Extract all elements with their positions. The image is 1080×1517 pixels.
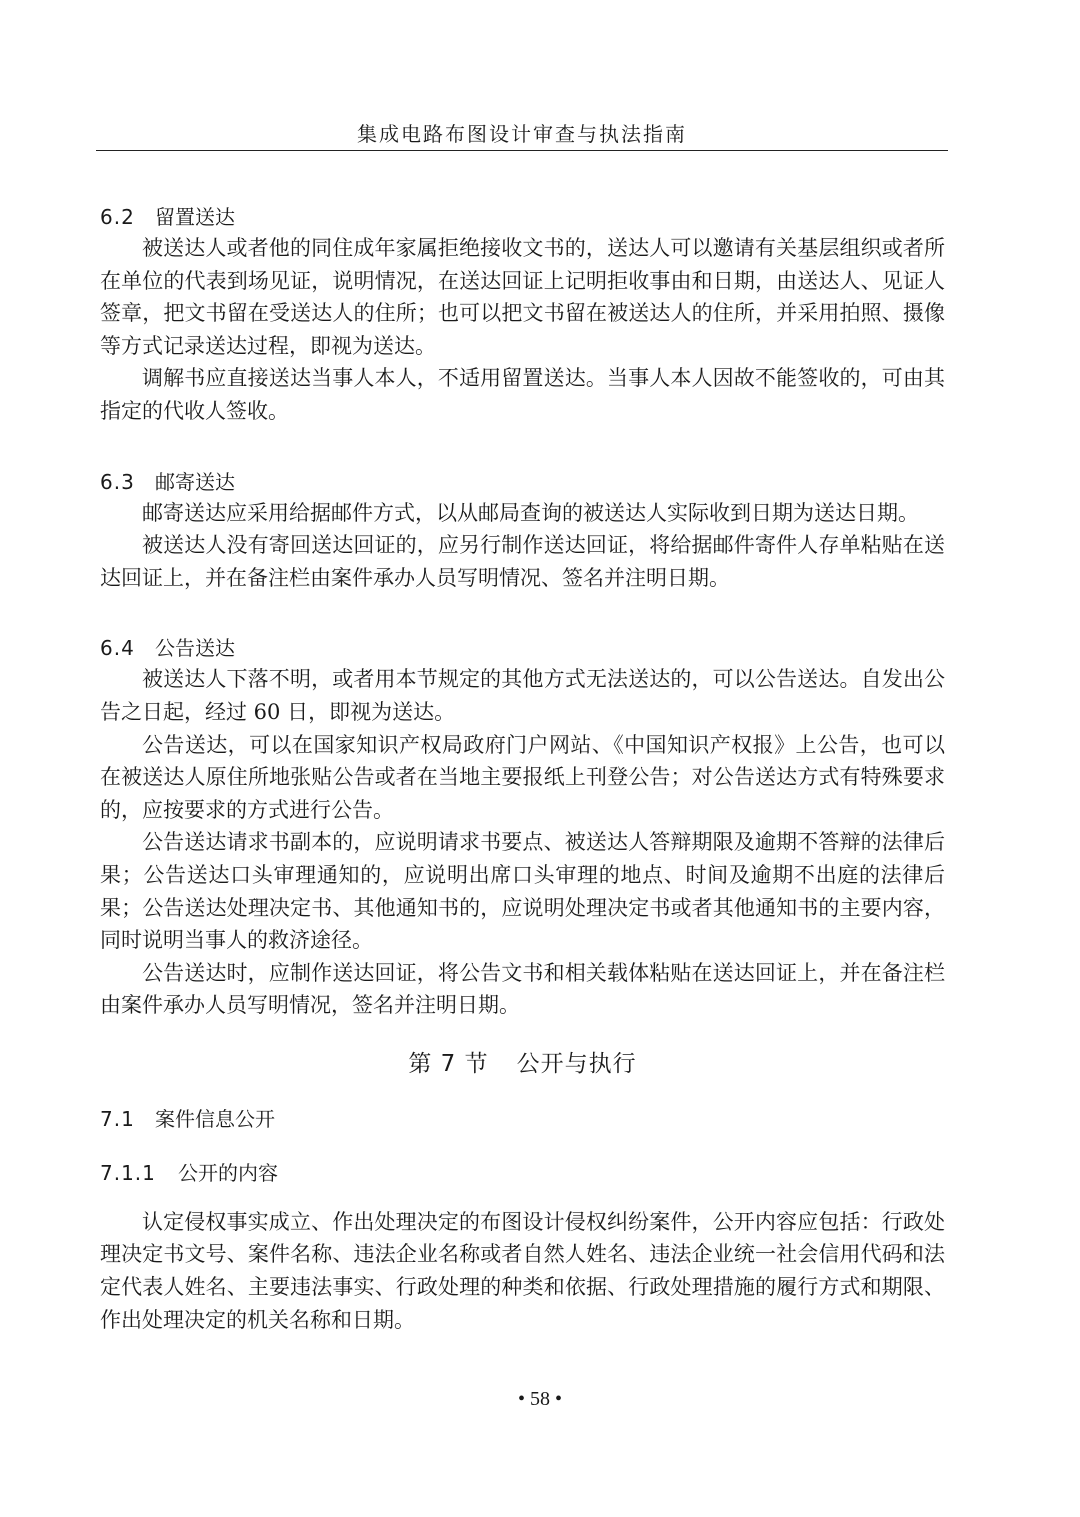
heading-number: 6.2: [100, 205, 135, 229]
heading-6-3: [100, 467, 945, 497]
paragraph: 认定侵权事实成立、作出处理决定的布图设计侵权纠纷案件，公开内容应包括：行政处理决定书文号、案件名称、违法企业名称或者自然人姓名、违法企业统一社会信用代码和法定代表人姓名、主要违法事实、行政处理的种类和依据、行政处理措施的履行方式和期限、作出处理决定的机关名称和日期。: [100, 1209, 945, 1332]
heading-7-1: [100, 1104, 945, 1134]
header-rule: [96, 150, 948, 151]
paragraph: 被送达人下落不明，或者用本节规定的其他方式无法送达的，可以公告送达。自发出公告之日起，经过 60 日，即视为送达。: [100, 667, 945, 724]
heading-text: 案件信息公开: [155, 1106, 275, 1131]
page-number: • 58 •: [517, 1388, 562, 1410]
heading-6-4: [100, 633, 945, 663]
heading-number: 6.3: [100, 469, 135, 494]
paragraph: 邮寄送达应采用给据邮件方式，以从邮局查询的被送达人实际收到日期为送达日期。: [142, 500, 919, 525]
heading-number: 6.4: [100, 636, 135, 661]
heading-number: 7.1.1: [100, 1160, 156, 1185]
heading-text: 公开的内容: [178, 1160, 278, 1185]
heading-6-2: [100, 202, 945, 232]
paragraph: 公告送达时，应制作送达回证，将公告文书和相关载体粘贴在送达回证上，并在备注栏由案件承办人员写明情况，签名并注明日期。: [100, 960, 945, 1018]
section-label: 第 7 节: [408, 1050, 489, 1077]
heading-text: 公告送达: [155, 636, 235, 661]
heading-number: 7.1: [100, 1106, 135, 1131]
section-title-7: [100, 1040, 945, 1088]
paragraph: 调解书应直接送达当事人本人，不适用留置送达。当事人本人因故不能签收的，可由其指定的代收人签收。: [100, 366, 945, 423]
heading-text: 留置送达: [155, 205, 235, 229]
page-body: [100, 202, 945, 1336]
section-title-text: 公开与执行: [516, 1050, 637, 1077]
paragraph: 公告送达，可以在国家知识产权局政府门户网站、《中国知识产权报》上公告，也可以在被送达人原住所地张贴公告或者在当地主要报纸上刊登公告；对公告送达方式有特殊要求的，应按要求的方式进行公告。: [100, 732, 945, 822]
heading-text: 邮寄送达: [155, 469, 235, 494]
running-header-title: 集成电路布图设计审查与执法指南: [357, 122, 687, 146]
paragraph: 被送达人或者他的同住成年家属拒绝接收文书的，送达人可以邀请有关基层组织或者所在单位的代表到场见证，说明情况，在送达回证上记明拒收事由和日期，由送达人、见证人签章，把文书留在受送达人的住所；也可以把文书留在被送达人的住所，并采用拍照、摄像等方式记录送达过程，即视为送达。: [100, 236, 945, 358]
paragraph: 公告送达请求书副本的，应说明请求书要点、被送达人答辩期限及逾期不答辩的法律后果；公告送达口头审理通知的，应说明出席口头审理的地点、时间及逾期不出庭的法律后果；公告送达处理决定书、其他通知书的，应说明处理决定书或者其他通知书的主要内容，同时说明当事人的救济途径。: [100, 830, 945, 953]
paragraph: 被送达人没有寄回送达回证的，应另行制作送达回证，将给据邮件寄件人存单粘贴在送达回证上，并在备注栏由案件承办人员写明情况、签名并注明日期。: [100, 533, 945, 590]
heading-7-1-1: [100, 1158, 945, 1188]
